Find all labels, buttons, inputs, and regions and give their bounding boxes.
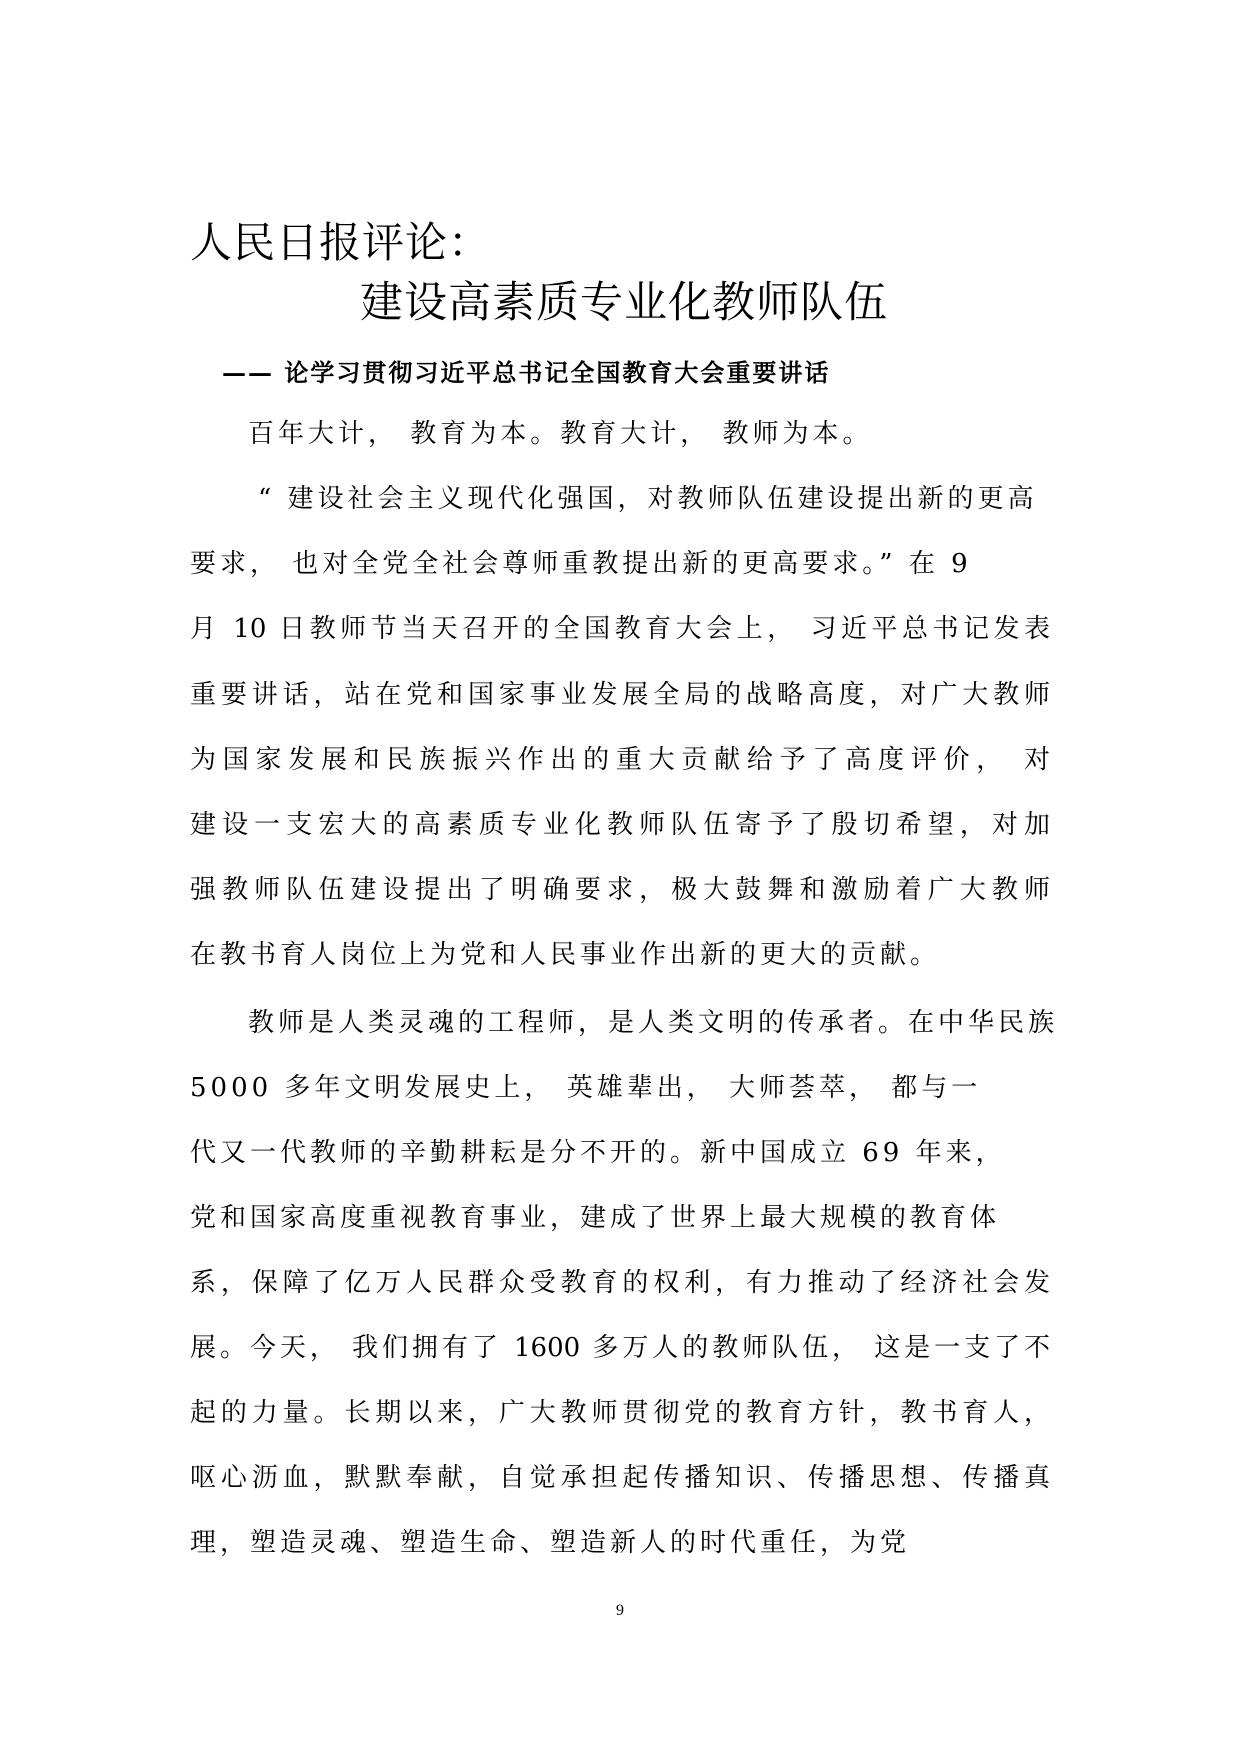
paragraph-line: 百年大计， 教育为本。教育大计， 教师为本。 [248,419,873,449]
paragraph-line: 系，保障了亿万人民群众受教育的权利，有力推动了经济社会发 [190,1268,1050,1298]
paragraph-line: 起的力量。长期以来，广大教师贯彻党的教育方针，教书育人， [190,1398,1050,1428]
paragraph-line: 展。今天， 我们拥有了 1600 多万人的教师队伍， 这是一支了不 [190,1333,1050,1363]
paragraph-line: 为国家发展和民族振兴作出的重大贡献给予了高度评价， 对 [190,745,1050,775]
paragraph-line: 要求， 也对全党全社会尊师重教提出新的更高要求。” 在 9 [190,549,972,579]
paragraph-line: 强教师队伍建设提出了明确要求，极大鼓舞和激励着广大教师 [190,875,1050,905]
article-headline: 建设高素质专业化教师队伍 [360,278,888,328]
article-source-title: 人民日报评论： [190,218,492,267]
page-number: 9 [616,1602,624,1619]
article-subtitle: —— 论学习贯彻习近平总书记全国教育大会重要讲话 [222,358,831,387]
paragraph-line: 理，塑造灵魂、塑造生命、塑造新人的时代重任，为党 [190,1528,911,1558]
paragraph-line: 党和国家高度重视教育事业，建成了世界上最大规模的教育体 [190,1203,1001,1233]
paragraph-line: 教师是人类灵魂的工程师，是人类文明的传承者。在中华民族 [248,1008,1059,1038]
paragraph-line: 月 10 日教师节当天召开的全国教育大会上， 习近平总书记发表 [190,614,1050,644]
paragraph-line: 建设一支宏大的高素质专业化教师队伍寄予了殷切希望，对加 [190,810,1050,840]
paragraph-line: 在教书育人岗位上为党和人民事业作出新的更大的贡献。 [190,940,941,970]
paragraph-line: 5000 多年文明发展史上， 英雄辈出， 大师荟萃， 都与一 [190,1073,982,1103]
paragraph-line: 代又一代教师的辛勤耕耘是分不开的。新中国成立 69 年来， [190,1138,1006,1168]
paragraph-line: 呕心沥血，默默奉献，自觉承担起传播知识、传播思想、传播真 [190,1463,1050,1493]
paragraph-line: 重要讲话，站在党和国家事业发展全局的战略高度，对广大教师 [190,680,1050,710]
paragraph-line: “ 建设社会主义现代化强国，对教师队伍建设提出新的更高 [258,484,1038,514]
